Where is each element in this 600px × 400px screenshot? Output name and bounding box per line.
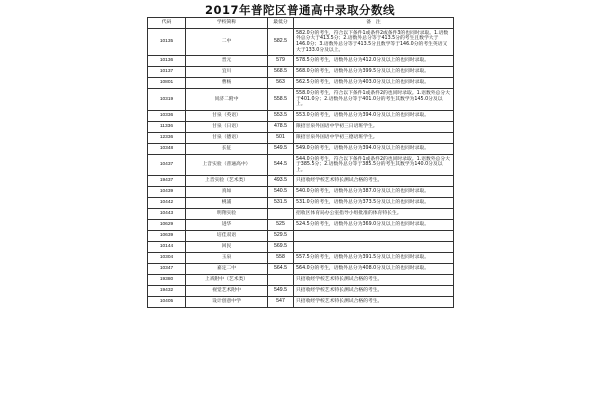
cell-note: [294, 242, 454, 253]
cell-score: 564.5: [268, 264, 294, 275]
cell-code: 10639: [148, 231, 186, 242]
cell-score: 529.5: [268, 231, 294, 242]
cell-note: 582.0分的考生，符合以下条件1或条件2或条件3的也同时录取。1.语数外总分大于413.5分；2.语数外总分等于413.5分的考生且数学大于146.0分；3.语数外总分等于413.5分且数学等于146.0分的考生英语又大于133.0分及以上。: [294, 29, 454, 56]
cell-score: [268, 209, 294, 220]
cell-score: 582.5: [268, 29, 294, 56]
cell-score: 553.5: [268, 111, 294, 122]
cell-school: 设计创意中学: [186, 297, 268, 308]
table-row: [148, 220, 454, 231]
table-row: [148, 111, 454, 122]
cell-score: 540.5: [268, 187, 294, 198]
cell-note: 564.0分的考生，语数外总分为408.0分及以上的也同时录取。: [294, 264, 454, 275]
table-row: [148, 297, 454, 308]
cell-score: 547: [268, 297, 294, 308]
cell-note: 限招甘泉外国语中学初三日语班学生。: [294, 122, 454, 133]
cell-score: 478.5: [268, 122, 294, 133]
cell-score: 493.5: [268, 176, 294, 187]
admission-score-table: [147, 17, 454, 308]
cell-school: 甘泉（日语）: [186, 122, 268, 133]
table-row: [148, 286, 454, 297]
table-row: [148, 67, 454, 78]
cell-code: 19432: [148, 286, 186, 297]
cell-note: 562.5分的考生，语数外总分为403.0分及以上的也同时录取。: [294, 78, 454, 89]
table-row: [148, 198, 454, 209]
cell-code: 10437: [148, 155, 186, 176]
cell-school: 甘泉（德语）: [186, 133, 268, 144]
table-row: [148, 242, 454, 253]
cell-score: [268, 275, 294, 286]
cell-score: 558: [268, 253, 294, 264]
table-row: [148, 264, 454, 275]
cell-score: 579: [268, 56, 294, 67]
cell-score: 549.5: [268, 286, 294, 297]
cell-note: 只招收经学校艺术特长测试合格的考生。: [294, 176, 454, 187]
cell-code: 10443: [148, 209, 186, 220]
cell-score: 531.5: [268, 198, 294, 209]
page-title: 2017年普陀区普通高中录取分数线: [204, 3, 395, 17]
cell-note: 568.0分的考生，语数外总分为399.5分及以上的也同时录取。: [294, 67, 454, 78]
cell-code: 10319: [148, 89, 186, 111]
cell-school: 同济二附中: [186, 89, 268, 111]
cell-score: 558.5: [268, 89, 294, 111]
cell-school: 进华: [186, 220, 268, 231]
cell-score: 549.5: [268, 144, 294, 155]
cell-school: 明翔实验: [186, 209, 268, 220]
table-header-row: [148, 18, 454, 29]
cell-code: 10144: [148, 242, 186, 253]
cell-school: 晋元: [186, 56, 268, 67]
table-row: [148, 155, 454, 176]
cell-note: 544.0分的考生，符合以下条件1或条件2的也同时录取。1.语数外总分大于385.5分；2.语数外总分等于385.5分的考生其数学为140.0分及以上。: [294, 155, 454, 176]
header-score: 最低分: [268, 18, 294, 29]
cell-code: 10304: [148, 253, 186, 264]
cell-school: 甘泉（英语）: [186, 111, 268, 122]
table-row: [148, 133, 454, 144]
cell-score: 568.5: [268, 67, 294, 78]
table-row: [148, 209, 454, 220]
table-row: [148, 78, 454, 89]
header-note: 备 注: [294, 18, 454, 29]
cell-code: 19380: [148, 275, 186, 286]
cell-school: 上音实验（艺术类）: [186, 176, 268, 187]
cell-code: 10135: [148, 29, 186, 56]
table-row: [148, 187, 454, 198]
cell-code: 19437: [148, 176, 186, 187]
cell-score: 544.5: [268, 155, 294, 176]
table-row: [148, 253, 454, 264]
table-row: [148, 275, 454, 286]
cell-school: 桃浦: [186, 198, 268, 209]
cell-code: 10137: [148, 67, 186, 78]
header-school: 学校简称: [186, 18, 268, 29]
cell-code: 10347: [148, 264, 186, 275]
cell-note: 531.0分的考生，语数外总分为373.5分及以上的也同时录取。: [294, 198, 454, 209]
table-row: [148, 122, 454, 133]
cell-note: 578.5分的考生，语数外总分为412.0分及以上的也同时录取。: [294, 56, 454, 67]
cell-score: 569.5: [268, 242, 294, 253]
cell-school: 培佳双语: [186, 231, 268, 242]
table-row: [148, 56, 454, 67]
cell-score: 525: [268, 220, 294, 231]
cell-school: 二中: [186, 29, 268, 56]
cell-note: [294, 231, 454, 242]
table-body: [148, 29, 454, 308]
cell-code: 12336: [148, 133, 186, 144]
cell-note: 只招收经学校艺术特长测试合格的考生。: [294, 297, 454, 308]
cell-code: 10442: [148, 198, 186, 209]
cell-score: 501: [268, 133, 294, 144]
table-row: [148, 89, 454, 111]
cell-note: 524.5分的考生，语数外总分为369.0分及以上的也同时录取。: [294, 220, 454, 231]
cell-note: 限招甘泉外国语中学初三德语班学生。: [294, 133, 454, 144]
cell-note: 557.5分的考生，语数外总分为391.5分及以上的也同时录取。: [294, 253, 454, 264]
table-row: [148, 231, 454, 242]
cell-code: 10439: [148, 187, 186, 198]
cell-note: 558.0分的考生，符合以下条件1或条件2的也同时录取。1.语数外总分大于401.0分；2.语数外总分等于401.0分的考生其数学为145.0分及以上。: [294, 89, 454, 111]
cell-note: 只招收经学校艺术特长测试合格的考生。: [294, 286, 454, 297]
cell-code: 10336: [148, 111, 186, 122]
cell-score: 563: [268, 78, 294, 89]
cell-note: 540.0分的考生，语数外总分为387.0分及以上的也同时录取。: [294, 187, 454, 198]
cell-school: 宜川: [186, 67, 268, 78]
cell-note: 只招收经学校艺术特长测试合格的考生。: [294, 275, 454, 286]
header-code: 代码: [148, 18, 186, 29]
cell-school: 长征: [186, 144, 268, 155]
cell-school: 视觉艺术附中: [186, 286, 268, 297]
table-row: [148, 144, 454, 155]
cell-note: 553.0分的考生，语数外总分为394.0分及以上的也同时录取。: [294, 111, 454, 122]
cell-code: 10405: [148, 297, 186, 308]
cell-code: 10348: [148, 144, 186, 155]
cell-school: 玉泉: [186, 253, 268, 264]
cell-school: 曹杨: [186, 78, 268, 89]
cell-school: 上音实验（普通高中）: [186, 155, 268, 176]
cell-code: 10136: [148, 56, 186, 67]
cell-school: 回民: [186, 242, 268, 253]
cell-note: 549.0分的考生，语数外总分为394.0分及以上的也同时录取。: [294, 144, 454, 155]
cell-school: 嘉定二中: [186, 264, 268, 275]
cell-code: 11336: [148, 122, 186, 133]
table-row: [148, 176, 454, 187]
cell-school: 上戏附中（艺术类）: [186, 275, 268, 286]
cell-note: 招收区体育局办公室指导小组批准的体育特长生。: [294, 209, 454, 220]
table-row: [148, 29, 454, 56]
cell-code: 10801: [148, 78, 186, 89]
cell-school: 真如: [186, 187, 268, 198]
cell-code: 10629: [148, 220, 186, 231]
